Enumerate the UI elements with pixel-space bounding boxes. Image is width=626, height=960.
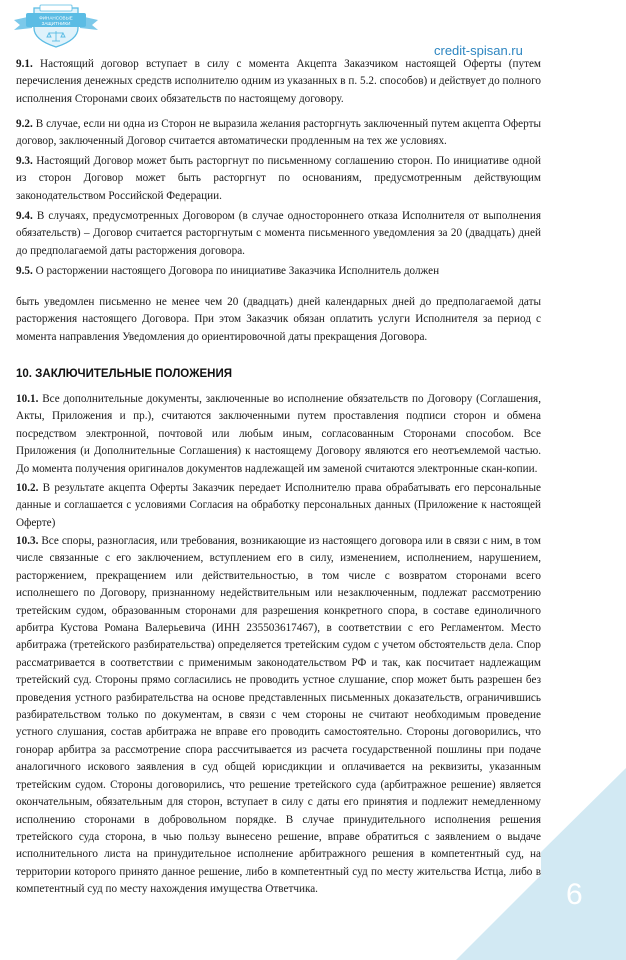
logo-top-band [40,5,72,11]
clause-number: 10.1. [16,393,39,405]
clause-text: В случаях, предусмотренных Договором (в случае одностороннего отказа Исполнителя от выполнения обязательств) – Договор считается расторгнутым с момента письменного уведомления за 20 (двадцать) дней до предполагаемой даты расторжения договора. [16,210,541,257]
logo-line1: ФИНАНСОВЫЕ [39,15,73,21]
clause-9-1 [16,56,541,108]
clause-number: 9.3. [16,155,33,167]
clause-9-4 [16,208,541,260]
corner-triangle [456,760,626,960]
site-link[interactable]: credit-spisan.ru [434,43,523,58]
clause-number: 9.2. [16,118,33,130]
corner-decoration [426,760,626,960]
clause-text: В случае, если ни одна из Сторон не выразила желания расторгнуть заключенный путем акцепта Оферты договор, заключенный Договор считается автоматически продленным на тех же условиях. [16,118,541,148]
logo-line2: ЗАЩИТНИКИ [41,21,71,26]
clause-number: 9.5. [16,265,33,277]
company-logo [12,2,100,48]
clause-text: Все дополнительные документы, заключенные во исполнение обязательств по Договору (Соглашения, Акты, Приложения и пр.), считаются заключенными путем проставления подписи сторон и обмена посредством электронной, почтовой или любым иным, согласованным Сторонами способом. Все Приложения (и Дополнительные Соглашения) к настоящему Договору являются его неотъемлемой частью. До момента получения оригиналов документов надлежащей им заменой считаются электронные скан-копии. [16,393,541,475]
clause-10-2 [16,480,541,532]
section-heading: 10. ЗАКЛЮЧИТЕЛЬНЫЕ ПОЛОЖЕНИЯ [16,368,232,380]
clause-text: быть уведомлен письменно не менее чем 20 (двадцать) дней календарных дней до предполагаемой даты расторжения настоящего Договора. При этом Заказчик обязан оплатить услуги Исполнителя за период с момента направления Уведомления до ориентировочной даты прекращения Договора. [16,296,541,343]
clause-number: 9.1. [16,58,33,70]
clause-text: О расторжении настоящего Договора по инициативе Заказчика Исполнитель должен [32,265,440,277]
clause-text: Настоящий договор вступает в силу с момента Акцепта Заказчиком настоящей Оферты (путем перечисления денежных средств исполнителю одним из указанных в п. 5.2. способов) и действует до полного исполнения Сторонами своих обязательств по настоящему договору. [16,58,541,105]
page-number: 6 [566,878,583,911]
clause-text: Настоящий Договор может быть расторгнут по письменному соглашению сторон. По инициативе одной из сторон Договор может быть расторгнут по основаниям, предусмотренным действующим законодательством Российской Федерации. [16,155,541,202]
clause-9-5-continued [16,294,541,346]
clause-text: Все споры, разногласия, или требования, возникающие из настоящего договора или в связи с ним, в том числе связанные с его заключением, вступлением его в силу, изменением, исполнением, нарушением, расторжением, прекращением или действительностью, в том числе с возвратом сторонами всего исполнешего по Договору, признанному недействительным или незаключенным, подлежат рассмотрению третейским судом, образованным сторонами для разрешения конкретного спора, в составе единоличного арбитра Кустова Романа Валерьевича (ИНН 235503617467), в соответствии с его Регламентом. Место арбитража (третейского разбирательства) определяется третейским судом с учетом обстоятельств дела. Спор рассматривается в соответствии с применимым законодательством РФ и так, как посчитает надлежащим третейский суд. Стороны прямо согласились не проводить устное слушание, спор может быть разрешен без проведения устного разбирательства на основе представленных письменных доказательств, ограничившись разбирательством только по документам, в связи с чем стороны не считают необходимым проведение устного слушания, состав арбитража не вправе его проводить самостоятельно. Стороны договорились, что гонорар арбитра за рассмотрение спора рассчитывается из расчета государственной пошлины при подаче аналогичного искового заявления в суд общей юрисдикции и оплачивается на реквизиты, указанным третейским судом. Стороны договорились, что решение третейского суда (арбитражное решение) является окончательным, обязательным для сторон, вступает в силу с даты его принятия и подлежит немедленному исполнению сторонами в добровольном порядке. В случае принудительного исполнения решения третейского суда сторона, в чью пользу вынесено решение, вправе обратиться с заявлением о выдаче исполнительного листа на принудительное исполнение арбитражного решения в компетентный суд, на территории которого принято данное решение, либо в компетентный суд по месту жительства Истца, либо в компетентный суд по месту нахождения имущества Ответчика. [16,535,541,896]
clause-9-2 [16,116,541,151]
clause-9-3 [16,153,541,205]
clause-number: 10.3. [16,535,39,547]
clause-10-1 [16,391,541,478]
clause-number: 10.2. [16,482,39,494]
clause-9-5 [16,263,541,280]
clause-text: В результате акцепта Оферты Заказчик передает Исполнителю права обрабатывать его персональные данные и соглашается с условиями Согласия на обработку персональных данных (Приложение к настоящей Оферте) [16,482,541,529]
clause-number: 9.4. [16,210,33,222]
